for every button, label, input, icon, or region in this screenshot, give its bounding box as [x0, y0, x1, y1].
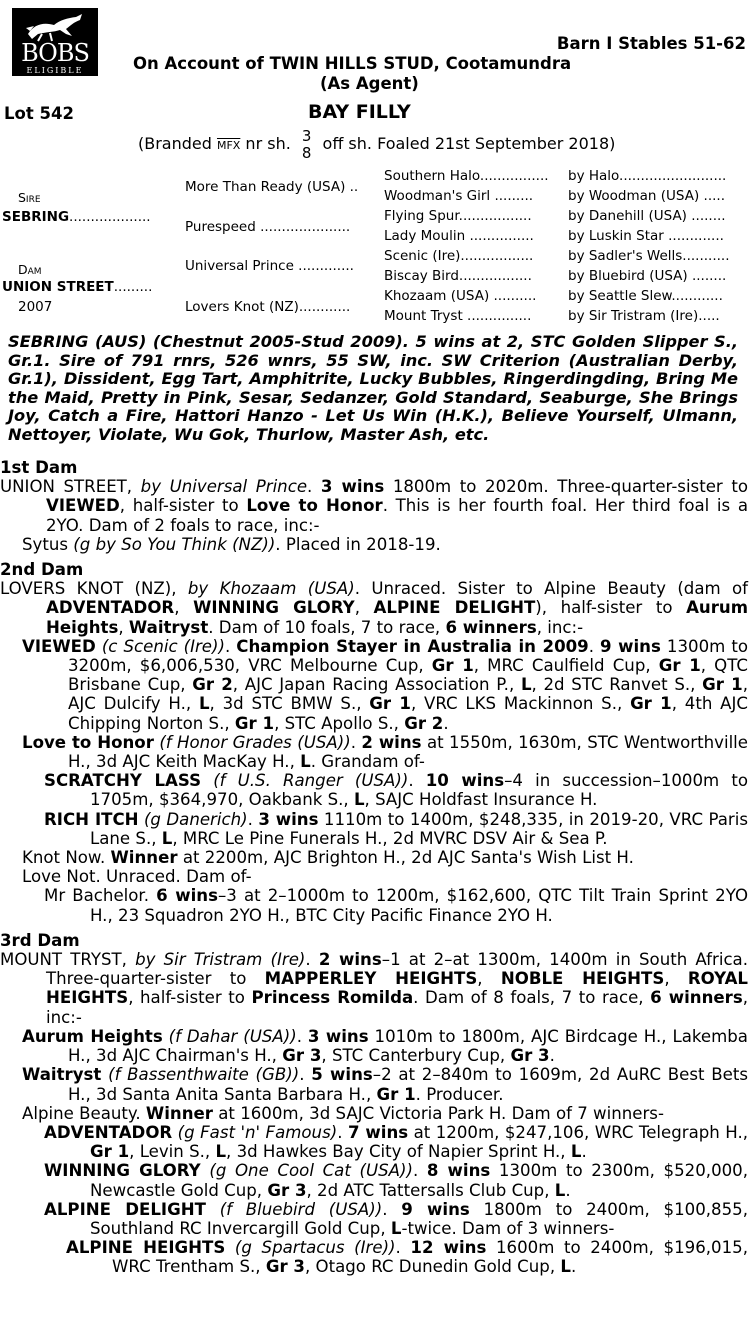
- brand-line: [138, 124, 615, 166]
- text-run: Mr Bachelor.: [44, 886, 157, 906]
- pedigree-gen3-item: Southern Halo................: [384, 168, 549, 184]
- text-run: . Unraced. Sister to Alpine Beauty (dam of: [354, 579, 749, 599]
- sire-paragraph: SEBRING (AUS) (Chestnut 2005-Stud 2009). 5 wins at 2, STC Golden Slipper S., Gr.1. Sire of 791 rnrs, 526 wnrs, 55 SW, inc. SW Criterion (Australian Derby, Gr.1), Dissident, Egg Tart, Amphitrite, Lucky Bubbles, Ringerdingding, Bring Me the Maid, Pretty in Pink, Sesar, Sedanzer, Gold Standard, Seaburge, She Brings Joy, Catch a Fire, Hattori Hanzo - Let Us Win (H.K.), Believe Yourself, Ulmann, Nettoyer, Violate, Wu Gok, Thurlow, Master Ash, etc.: [8, 332, 738, 444]
- bold-run: Love to Honor: [22, 732, 154, 752]
- text-run: , VRC LKS Mackinnon S.,: [410, 694, 631, 714]
- pedigree-gen3-sire: by Sir Tristram (Ire).....: [568, 308, 720, 324]
- bold-run: ALPINE HEIGHTS: [66, 1238, 226, 1258]
- dam-dots: .........: [113, 279, 153, 295]
- barn-stables: Barn I Stables 51-62: [556, 34, 746, 53]
- text-run: Knot Now.: [22, 848, 111, 868]
- pedigree-gen3-sire: by Luskin Star .............: [568, 228, 724, 244]
- bold-run: NOBLE HEIGHTS: [500, 969, 665, 989]
- progeny-entry: [0, 848, 748, 867]
- dam-year: 2007: [18, 299, 53, 315]
- text-run: 1800m to 2020m. Three-quarter-sister to: [384, 477, 748, 497]
- lot-title: BAY FILLY: [308, 101, 411, 123]
- text-run: .: [382, 1199, 402, 1219]
- text-run: .: [337, 1122, 348, 1142]
- bold-run: 3 wins: [320, 477, 385, 497]
- bold-run: Winner: [145, 1103, 213, 1123]
- text-run: .: [565, 1180, 571, 1200]
- progeny-entry: [0, 637, 748, 733]
- bold-run: VIEWED: [22, 636, 96, 656]
- text-run: , QTC Brisbane Cup,: [68, 656, 748, 695]
- bold-run: Winner: [110, 848, 178, 868]
- text-run: 1010m to 1800m, AJC Birdcage H., Lakemba H., 3d AJC Chairman's H.,: [68, 1026, 748, 1066]
- pedigree-details: [0, 333, 748, 1277]
- text-run: , 4th AJC Chipping Norton S.,: [68, 694, 748, 733]
- pedigree-gen2-item: Purespeed .....................: [185, 219, 351, 235]
- as-agent: (As Agent): [320, 74, 419, 93]
- text-run: , MRC Caulfield Cup,: [473, 656, 659, 676]
- pedigree-gen3-sire: by Sadler's Wells...........: [568, 248, 730, 264]
- progeny-entry: [0, 1027, 748, 1065]
- italic-run: (f Honor Grades (USA)): [159, 732, 351, 752]
- pedigree-gen2-item: Lovers Knot (NZ)............: [185, 299, 351, 315]
- bold-run: Gr 1: [702, 675, 743, 695]
- text-run: -twice. Dam of 3 winners-: [401, 1218, 615, 1238]
- text-run: .: [307, 477, 321, 497]
- dam-label: Dam: [18, 262, 42, 277]
- brand-prefix: (Branded: [138, 134, 217, 153]
- brand-mid: nr sh.: [240, 134, 296, 153]
- italic-run: by Khozaam (USA): [187, 579, 355, 599]
- bold-run: Gr 1: [630, 694, 672, 714]
- text-run: Love Not. Unraced. Dam of-: [22, 867, 252, 887]
- bold-run: Gr 3: [265, 1257, 305, 1277]
- bold-run: WINNING GLORY: [193, 598, 355, 618]
- progeny-entry: [0, 1238, 748, 1276]
- dam-paragraph: [0, 950, 748, 1027]
- text-run: Alpine Beauty.: [22, 1103, 146, 1123]
- pedigree-gen2-item: Universal Prince .............: [185, 258, 354, 274]
- text-run: .: [305, 950, 319, 970]
- text-run: , AJC Dulcify H.,: [68, 675, 748, 714]
- text-run: 1110m to 1400m, $248,335, in 2019-20, VRC Paris Lane S.,: [90, 809, 748, 848]
- text-run: .: [224, 636, 237, 656]
- text-run: ,: [664, 969, 688, 989]
- text-run: . Dam of 8 foals, 7 to race,: [413, 988, 651, 1008]
- dam-name-line: [2, 279, 152, 296]
- bold-run: L: [198, 694, 210, 714]
- bold-run: Gr 3: [267, 1180, 307, 1200]
- text-run: . Dam of 10 foals, 7 to race,: [208, 617, 446, 637]
- section-heading-third-dam: 3rd Dam: [0, 930, 80, 950]
- italic-run: by Sir Tristram (Ire): [135, 950, 306, 970]
- sire-name-line: [2, 209, 151, 226]
- text-run: . Grandam of-: [310, 752, 425, 772]
- bold-run: 10 wins: [425, 771, 505, 791]
- logo-wordmark: BOBS: [21, 39, 89, 67]
- pedigree-gen3-sire: by Woodman (USA) .....: [568, 188, 725, 204]
- text-run: , SAJC Holdfast Insurance H.: [364, 790, 598, 810]
- pedigree-gen3-sire: by Halo.........................: [568, 168, 727, 184]
- text-run: . Producer.: [415, 1084, 504, 1104]
- bold-run: 7 wins: [347, 1122, 409, 1142]
- italic-run: by Universal Prince: [140, 477, 308, 497]
- bold-run: Gr 3: [282, 1046, 322, 1066]
- fraction-denominator: 8: [301, 143, 312, 162]
- bold-run: 6 wins: [156, 886, 218, 906]
- bold-run: L: [300, 752, 311, 772]
- text-run: , Otago RC Dunedin Gold Cup,: [304, 1257, 561, 1277]
- vendor-line: On Account of TWIN HILLS STUD, Cootamundra: [133, 54, 572, 73]
- bold-run: ALPINE DELIGHT: [373, 598, 536, 618]
- text-run: .: [588, 636, 601, 656]
- bold-run: Gr 1: [369, 694, 411, 714]
- bold-run: ROYAL HEIGHTS: [46, 969, 748, 1008]
- italic-run: (g Spartacus (Ire)): [234, 1238, 396, 1258]
- italic-run: (f Dahar (USA)): [168, 1026, 297, 1046]
- text-run: , inc:-: [46, 988, 748, 1027]
- text-run: .: [296, 1026, 308, 1046]
- text-run: MOUNT TRYST,: [0, 950, 136, 970]
- italic-run: (f Bassenthwaite (GB)): [108, 1065, 300, 1085]
- text-run: , STC Canterbury Cup,: [321, 1046, 511, 1066]
- bobs-eligible-logo: [12, 8, 98, 76]
- progeny-entry: [0, 867, 748, 886]
- pedigree-gen3-item: Flying Spur.................: [384, 208, 532, 224]
- bold-run: 6 winners: [445, 617, 537, 637]
- pedigree-gen3-item: Mount Tryst ...............: [384, 308, 532, 324]
- pedigree-gen3-item: Lady Moulin ...............: [384, 228, 534, 244]
- text-run: , AJC Japan Racing Association P.,: [232, 675, 521, 695]
- bold-run: SCRATCHY LASS: [44, 771, 202, 791]
- text-run: ,: [477, 969, 501, 989]
- text-run: –1 at 2–at 1300m, 1400m in South Africa. Three-quarter-sister to: [46, 950, 749, 989]
- pedigree-gen3-item: Scenic (Ire).................: [384, 248, 534, 264]
- italic-run: (g by So You Think (NZ)): [73, 534, 276, 554]
- text-run: .: [350, 732, 362, 752]
- brand-mark: $\overline{MFX}$: [216, 139, 241, 152]
- text-run: .: [247, 809, 259, 829]
- text-run: 1300m to 3200m, $6,006,530, VRC Melbourne Cup,: [68, 636, 748, 676]
- bold-run: Gr 2: [192, 675, 233, 695]
- bold-run: 9 wins: [600, 636, 661, 656]
- section-heading-second-dam: 2nd Dam: [0, 560, 84, 580]
- dam-paragraph: [0, 477, 748, 535]
- bold-run: L: [353, 790, 365, 810]
- progeny-entry: [0, 535, 748, 554]
- italic-run: (g One Cool Cat (USA)): [209, 1161, 413, 1181]
- progeny-entry: [0, 1065, 748, 1103]
- progeny-entry: [0, 1104, 748, 1123]
- bold-run: L: [390, 1218, 402, 1238]
- italic-run: (f U.S. Ranger (USA)): [213, 771, 409, 791]
- bold-run: Waitryst: [22, 1065, 102, 1085]
- text-run: [225, 1238, 235, 1257]
- italic-run: (f Bluebird (USA)): [219, 1199, 383, 1219]
- bold-run: 2 wins: [318, 950, 382, 970]
- text-run: , Levin S.,: [129, 1142, 216, 1162]
- text-run: . This is her fourth foal. Her third foal is a 2YO. Dam of 2 foals to race, inc:-: [46, 496, 748, 535]
- italic-run: (c Scenic (Ire)): [101, 636, 225, 656]
- bold-run: ADVENTADOR: [46, 598, 175, 618]
- bold-run: Gr 1: [658, 656, 701, 676]
- bold-run: ALPINE DELIGHT: [44, 1199, 206, 1219]
- text-run: at 2200m, AJC Brighton H., 2d AJC Santa's Wish List H.: [177, 848, 634, 868]
- text-run: , half-sister to: [128, 988, 252, 1008]
- bold-run: Champion Stayer in Australia in 2009: [236, 636, 589, 656]
- section-heading-first-dam: 1st Dam: [0, 458, 78, 477]
- bold-run: L: [554, 1180, 566, 1200]
- italic-run: (g Fast 'n' Famous): [177, 1122, 338, 1142]
- text-run: at 1600m, 3d SAJC Victoria Park H. Dam of 7 winners-: [212, 1103, 664, 1123]
- bold-run: Waitryst: [128, 617, 209, 637]
- pedigree-gen3-sire: by Bluebird (USA) ........: [568, 268, 727, 284]
- text-run: 1800m to 2400m, $100,855, Southland RC Invercargill Gold Cup,: [90, 1199, 748, 1238]
- text-run: –2 at 2–840m to 1609m, 2d AuRC Best Bets H., 3d Santa Anita Santa Barbara H.,: [68, 1065, 749, 1104]
- sire-name: SEBRING: [2, 209, 70, 225]
- sire-label: Sire: [18, 190, 41, 205]
- lot-number: Lot 542: [4, 104, 74, 123]
- bold-run: Gr 1: [234, 713, 275, 733]
- bold-run: Love to Honor: [246, 496, 383, 516]
- text-run: .: [549, 1046, 555, 1066]
- text-run: .: [581, 1142, 587, 1162]
- progeny-entry: [0, 733, 748, 771]
- text-run: .: [299, 1065, 312, 1085]
- text-run: at 1550m, 1630m, STC Wentworthville H., 3d AJC Keith MacKay H.,: [68, 732, 748, 772]
- text-run: –3 at 2–1000m to 1200m, $162,600, QTC Tilt Train Sprint 2YO H., 23 Squadron 2YO H., BTC City Pacific Finance 2YO H.: [90, 886, 748, 925]
- text-run: –4 in succession–1000m to 1705m, $364,970, Oakbank S.,: [90, 771, 748, 810]
- bold-run: MAPPERLEY HEIGHTS: [264, 969, 478, 989]
- horse-icon: [24, 12, 86, 42]
- bold-run: 3 wins: [258, 809, 319, 829]
- bold-run: 8 wins: [426, 1161, 491, 1181]
- bold-run: 6 winners: [650, 988, 743, 1008]
- fraction-numerator: 3: [301, 126, 312, 145]
- text-run: .: [443, 713, 449, 733]
- bold-run: L: [570, 1142, 582, 1162]
- text-run: , MRC Le Pine Funerals H., 2d MVRC DSV Air & Sea P.: [172, 828, 608, 848]
- text-run: .: [412, 1161, 427, 1181]
- pedigree-gen3-item: Biscay Bird.................: [384, 268, 532, 284]
- dam-paragraph: [0, 579, 748, 637]
- bold-run: L: [520, 675, 532, 695]
- logo-subtitle: ELIGIBLE: [26, 66, 84, 75]
- bold-run: Gr 1: [376, 1084, 416, 1104]
- bold-run: 3 wins: [307, 1026, 369, 1046]
- progeny-entry: [0, 1161, 748, 1199]
- pedigree-gen2-item: More Than Ready (USA) ..: [185, 179, 359, 195]
- bold-run: L: [161, 828, 173, 848]
- bold-run: WINNING GLORY: [44, 1161, 201, 1181]
- bold-run: 2 wins: [361, 732, 422, 752]
- text-run: .: [395, 1238, 411, 1258]
- bold-run: 5 wins: [311, 1065, 373, 1085]
- text-run: , STC Apollo S.,: [274, 713, 405, 733]
- text-run: ), half-sister to: [535, 598, 687, 618]
- progeny-entry: [0, 886, 748, 924]
- text-run: ,: [354, 598, 374, 618]
- bold-run: RICH ITCH: [44, 809, 139, 829]
- bold-run: ADVENTADOR: [44, 1122, 173, 1142]
- bold-run: Princess Romilda: [251, 988, 414, 1008]
- bold-run: Aurum Heights: [46, 598, 749, 637]
- bold-run: Gr 2: [404, 713, 444, 733]
- pedigree-gen3-sire: by Danehill (USA) ........: [568, 208, 726, 224]
- text-run: at 1200m, $247,106, WRC Telegraph H.,: [408, 1122, 748, 1142]
- bold-run: 9 wins: [401, 1199, 470, 1219]
- brand-fraction: [302, 128, 312, 162]
- text-run: ,: [174, 598, 194, 618]
- bold-run: 12 wins: [410, 1238, 487, 1258]
- text-run: .: [570, 1257, 577, 1277]
- bold-run: L: [560, 1257, 571, 1277]
- italic-run: (g Danerich): [143, 809, 248, 829]
- bold-run: Gr 1: [90, 1142, 130, 1162]
- dam-name: UNION STREET: [2, 279, 114, 295]
- text-run: UNION STREET,: [0, 477, 141, 497]
- sire-dots: ...................: [69, 209, 151, 225]
- brand-suffix: off sh. Foaled 21st September 2018): [317, 134, 616, 153]
- text-run: , 2d ATC Tattersalls Club Cup,: [306, 1180, 555, 1200]
- pedigree-gen3-sire: by Seattle Slew............: [568, 288, 723, 304]
- bold-run: Aurum Heights: [22, 1026, 163, 1046]
- pedigree-gen3-item: Khozaam (USA) ..........: [384, 288, 537, 304]
- progeny-entry: [0, 1123, 748, 1161]
- text-run: Sytus: [22, 534, 74, 554]
- bold-run: Gr 1: [431, 656, 474, 676]
- text-run: 1600m to 2400m, $196,015, WRC Trentham S.,: [112, 1238, 748, 1277]
- progeny-entry: [0, 1200, 748, 1238]
- text-run: , 2d STC Ranvet S.,: [531, 675, 703, 695]
- text-run: ,: [118, 617, 129, 637]
- text-run: [201, 771, 213, 790]
- bold-run: L: [215, 1142, 227, 1162]
- text-run: , half-sister to: [119, 496, 247, 516]
- bold-run: VIEWED: [46, 496, 120, 516]
- text-run: 1300m to 2300m, $520,000, Newcastle Gold Cup,: [90, 1161, 749, 1200]
- text-run: , 3d STC BMW S.,: [209, 694, 370, 714]
- pedigree-gen3-item: Woodman's Girl .........: [384, 188, 534, 204]
- text-run: , 3d Hawkes Bay City of Napier Sprint H.,: [226, 1142, 571, 1162]
- text-run: . Placed in 2018-19.: [275, 534, 441, 554]
- text-run: LOVERS KNOT (NZ),: [0, 579, 188, 599]
- progeny-entry: [0, 771, 748, 809]
- progeny-entry: [0, 810, 748, 848]
- text-run: .: [408, 771, 426, 791]
- bold-run: Gr 3: [510, 1046, 550, 1066]
- text-run: [206, 1200, 220, 1219]
- text-run: , inc:-: [536, 617, 584, 637]
